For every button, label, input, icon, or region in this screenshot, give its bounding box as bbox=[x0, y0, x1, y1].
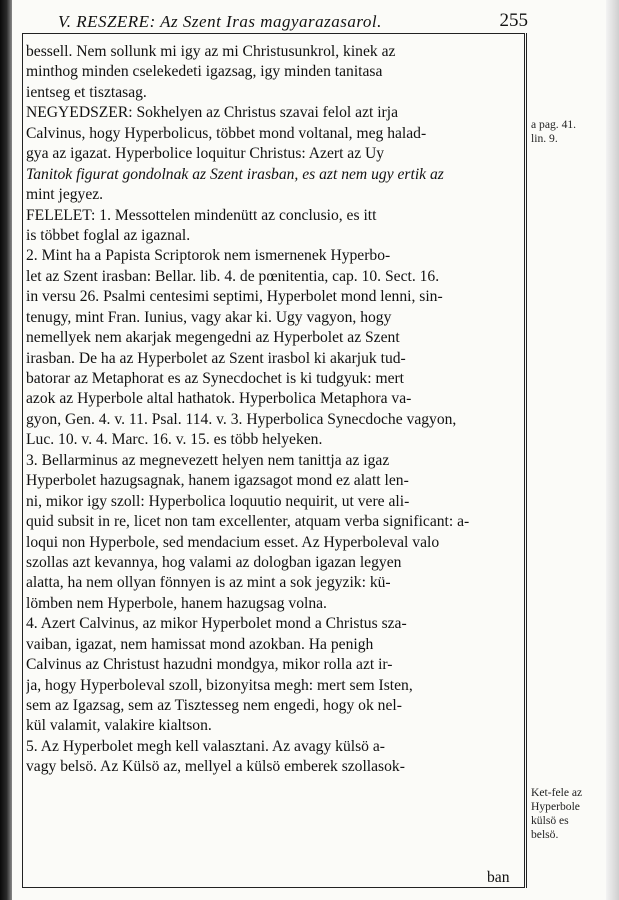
text-line: ni, mikor igy szoll: Hyperbolica loquutio nequirit, ut vere ali- bbox=[26, 492, 410, 510]
margin-note-line: a pag. 41. bbox=[531, 118, 577, 131]
text-line: ientseg et tisztasag. bbox=[26, 83, 147, 101]
text-line: gya az igazat. Hyperbolice loquitur Christus: Azert az Uy bbox=[26, 145, 385, 163]
text-line: in versu 26. Psalmi centesimi septimi, Hyperbolet mond lenni, sin- bbox=[26, 288, 443, 306]
margin-note-line: Hyperbole bbox=[531, 800, 580, 813]
page-edge bbox=[606, 0, 619, 900]
text-line: minthog minden cselekedeti igazsag, igy minden tanitasa bbox=[26, 63, 383, 81]
text-line: vagy belsö. Az Külsö az, mellyel a külsö emberek szollasok- bbox=[26, 758, 405, 776]
catchword: ban bbox=[487, 869, 510, 886]
text-line: lömben nem Hyperbole, hanem hazugsag volna. bbox=[26, 594, 327, 612]
text-line: alatta, ha nem ollyan fönnyen is az mint a sok jegyzik: kü- bbox=[26, 574, 391, 592]
text-line: loqui non Hyperbole, sed mendacium esset. Az Hyperboleval valo bbox=[26, 533, 440, 551]
text-line: Calvinus, hogy Hyperbolicus, többet mond voltanal, meg halad- bbox=[26, 124, 427, 142]
margin-note-bottom bbox=[531, 786, 605, 842]
book-binding-shadow bbox=[0, 0, 12, 900]
text-line: 4. Azert Calvinus, az mikor Hyperbolet mond a Christus sza- bbox=[26, 615, 407, 633]
text-line: is többet foglal az igaznal. bbox=[26, 226, 191, 244]
margin-note-line: Ket-fele az bbox=[531, 786, 583, 799]
margin-note-line: lin. 9. bbox=[531, 132, 558, 145]
text-line: sem az Igazsag, sem az Tisztesseg nem engedi, hogy ok nel- bbox=[26, 697, 402, 714]
text-line: quid subsit in re, licet non tam excellenter, atquam verba significant: a- bbox=[26, 513, 470, 531]
text-line: azok az Hyperbole altal hathatok. Hyperbolica Metaphora va- bbox=[26, 390, 412, 408]
text-line: Tanitok figurat gondolnak az Szent irasban, es azt nem ugy ertik az bbox=[26, 165, 444, 183]
text-line: bessell. Nem sollunk mi igy az mi Christusunkrol, kinek az bbox=[26, 43, 396, 60]
text-line: Calvinus az Christust hazudni mondgya, mikor rolla azt ir- bbox=[26, 656, 393, 674]
text-line: let az Szent irasban: Bellar. lib. 4. de pœnitentia, cap. 10. Sect. 16. bbox=[26, 267, 440, 285]
text-line: gyon, Gen. 4. v. 11. Psal. 114. v. 3. Hyperbolica Synecdoche vagyon, bbox=[26, 410, 457, 428]
text-line: ja, hogy Hyperboleval szoll, bizonyitsa megh: mert sem Isten, bbox=[26, 676, 413, 694]
text-line: nemellyek nem akarjak megengedni az Hyperbolet az Szent bbox=[26, 329, 400, 347]
margin-note-line: külsö es bbox=[531, 814, 569, 827]
page-number: 255 bbox=[499, 10, 528, 31]
text-line: mint jegyez. bbox=[26, 186, 104, 204]
running-title: V. RESZERE: Az Szent Iras magyarazasarol. bbox=[58, 12, 382, 31]
body-text bbox=[26, 42, 523, 778]
text-line: Luc. 10. v. 4. Marc. 16. v. 15. es több helyeken. bbox=[26, 431, 323, 449]
text-line: 3. Bellarminus az megnevezett helyen nem tanittja az igaz bbox=[26, 451, 390, 469]
text-line: batorar az Metaphorat es az Synecdochet is ki tudgyuk: mert bbox=[26, 370, 405, 387]
text-line: szollas azt kevannya, hog valami az dologban igazan legyen bbox=[26, 553, 402, 571]
margin-rule bbox=[526, 33, 527, 888]
text-line: NEGYEDSZER: Sokhelyen az Christus szavai felol azt irja bbox=[26, 104, 398, 122]
margin-note-line: belsö. bbox=[531, 828, 559, 841]
text-line: FELELET: 1. Messottelen mindenütt az conclusio, es itt bbox=[26, 206, 377, 224]
text-line: Hyperbolet hazugsagnak, hanem igazsagot mond ez alatt len- bbox=[26, 472, 409, 490]
text-line: 2. Mint ha a Papista Scriptorok nem ismernenek Hyperbo- bbox=[26, 247, 391, 265]
text-line: 5. Az Hyperbolet megh kell valasztani. Az avagy külsö a- bbox=[26, 737, 385, 755]
text-line: vaiban, igazat, nem hamissat mond azokban. Ha penigh bbox=[26, 635, 374, 653]
text-line: irasban. De ha az Hyperbolet az Szent irasbol ki akarjuk tud- bbox=[26, 349, 406, 367]
running-header bbox=[58, 12, 528, 34]
margin-note-top bbox=[531, 118, 605, 146]
text-line: kül valamit, valakire kialtson. bbox=[26, 717, 212, 735]
text-line: tenugy, mint Fran. Iunius, vagy akar ki. Ugy vagyon, hogy bbox=[26, 308, 392, 326]
